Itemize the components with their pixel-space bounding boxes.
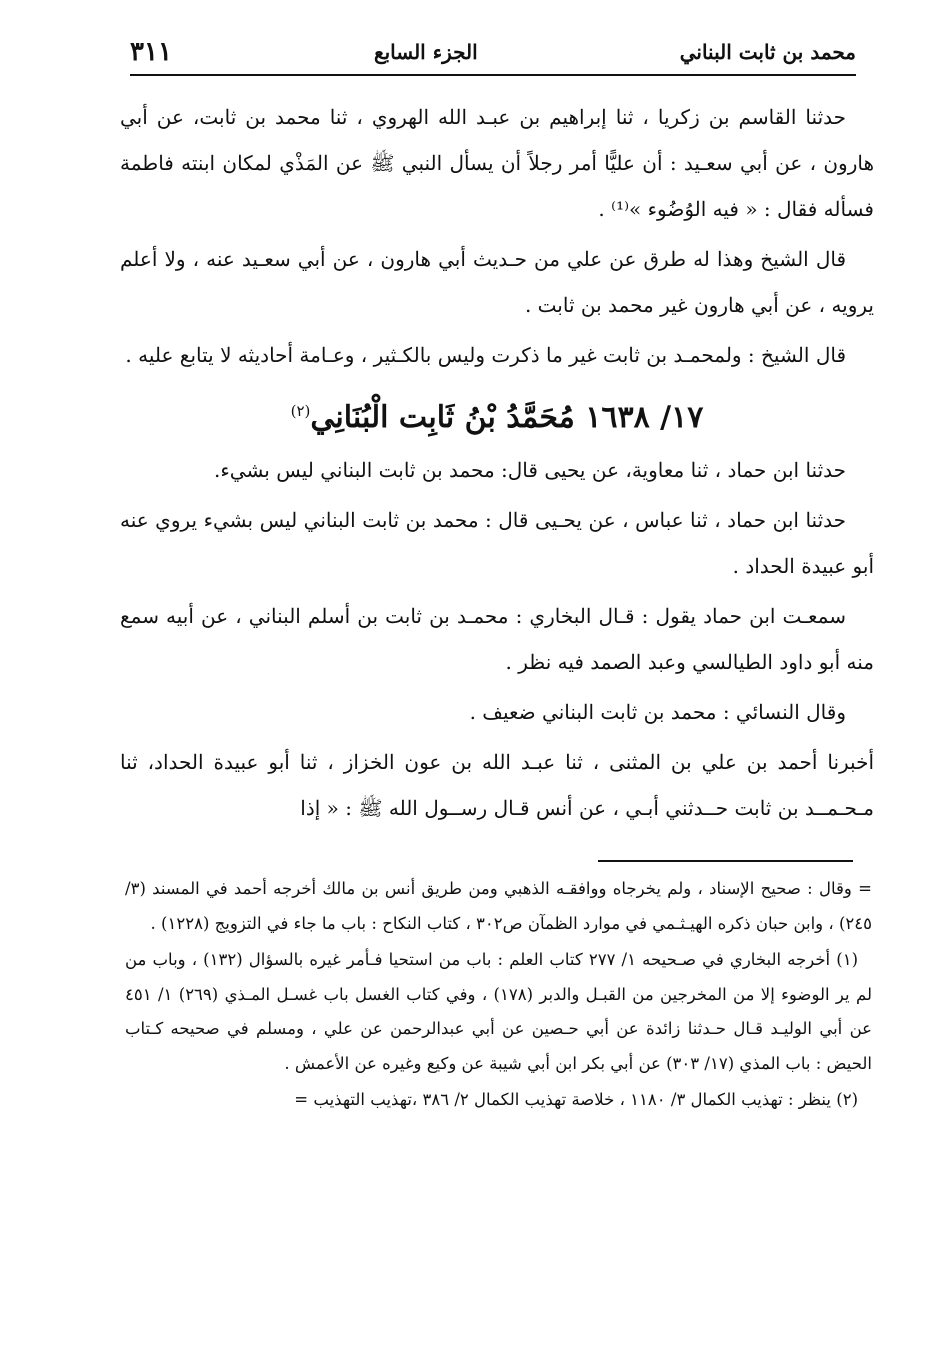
header-divider [130, 74, 856, 76]
footnote-divider [598, 860, 853, 862]
paragraph: حدثنا ابن حماد ، ثنا عباس ، عن يحـيى قال : محمد بن ثابت البناني ليس بشيء يروي عنه أبو عبيدة الحداد . [120, 508, 874, 578]
paragraph: قال الشيخ وهذا له طرق عن علي من حـديث أبي هارون ، عن أبي سعـيد عنه ، ولا أعلم يرويه ، عن أبي هارون غير محمد بن ثابت . [120, 247, 874, 317]
running-title: محمد بن ثابت البناني [679, 40, 856, 64]
volume-label: الجزء السابع [373, 40, 478, 64]
footnotes [125, 872, 872, 1120]
page-header [130, 32, 856, 72]
paragraph: أخبرنا أحمد بن علي بن المثنى ، ثنا عبـد الله بن عون الخزاز ، ثنا أبو عبيدة الحداد، ثنا مـحـمــد بن ثابت حــدثني أبـي ، عن أنس قـال رســول الله ﷺ : « إذا [120, 750, 874, 820]
footnote: (٢) ينظر : تهذيب الكمال ٣/ ١١٨٠ ، خلاصة تهذيب الكمال ٢/ ٣٨٦ ،تهذيب التهذيب = [294, 1090, 858, 1109]
paragraph: وقال النسائي : محمد بن ثابت البناني ضعيف . [469, 700, 846, 724]
paragraph: سمعـت ابن حماد يقول : قـال البخاري : محمـد بن ثابت بن أسلم البناني ، عن أبيه سمع منه أبو داود الطيالسي وعبد الصمد فيه نظر . [120, 604, 874, 674]
footnote: (١) أخرجه البخاري في صـحيحه ١/ ٢٧٧ كتاب العلم : باب من استحيا فـأمر غيره بالسؤال (١٣٢) ، وباب من لم ير الوضوء إلا من المخرجين من القبـل والدبر (١٧٨) ، وفي كتاب الغسل باب غسـل المـذي (٢٦٩) ١/ ٤٥١ عن أبي الوليـد قـال حـدثنا زائدة عن أبي حـصين عن أبي عبدالرحمن عن علي ، ومسلم في صحيحه كـتاب الحيض : باب المذي (١٧/ ٣٠٣) عن أبي بكر ابن أبي شيبة عن وكيع وغيره عن الأعمش . [125, 950, 872, 1073]
paragraph: حدثنا ابن حماد ، ثنا معاوية، عن يحيى قال: محمد بن ثابت البناني ليس بشيء. [214, 458, 846, 482]
entry-heading-text: ١٧/ ١٦٣٨ مُحَمَّدُ بْنُ ثَابِت الْبُنَانِي [310, 400, 704, 435]
paragraph: حدثنا القاسم بن زكريا ، ثنا إبراهيم بن عبـد الله الهروي ، ثنا محمد بن ثابت، عن أبي هارون ، عن أبي سعـيد : أن عليًّا أمر رجلاً أن يسأل النبي ﷺ عن المَذْي لمكان ابنته فاطمة فسأله فقال : « فيه الوُضُوء »⁽¹⁾ . [120, 105, 874, 221]
main-text [120, 94, 874, 835]
footnote: = وقال : صحيح الإسناد ، ولم يخرجاه ووافقـه الذهبي ومن طريق أنس بن مالك أخرجه أحمد في المسند (٣/ ٢٤٥) ، وابن حبان ذكره الهيـثـمي في موارد الظمآن ص٣٠٢ ، كتاب النكاح : باب ما جاء في التزويج (١٢٢٨) . [125, 879, 872, 933]
page-number: ٣١١ [130, 37, 172, 67]
footnote-marker: (٢) [290, 402, 311, 420]
paragraph: قال الشيخ : ولمحمـد بن ثابت غير ما ذكرت وليس بالكـثير ، وعـامة أحاديثه لا يتابع عليه . [125, 343, 846, 367]
entry-heading [120, 382, 874, 447]
